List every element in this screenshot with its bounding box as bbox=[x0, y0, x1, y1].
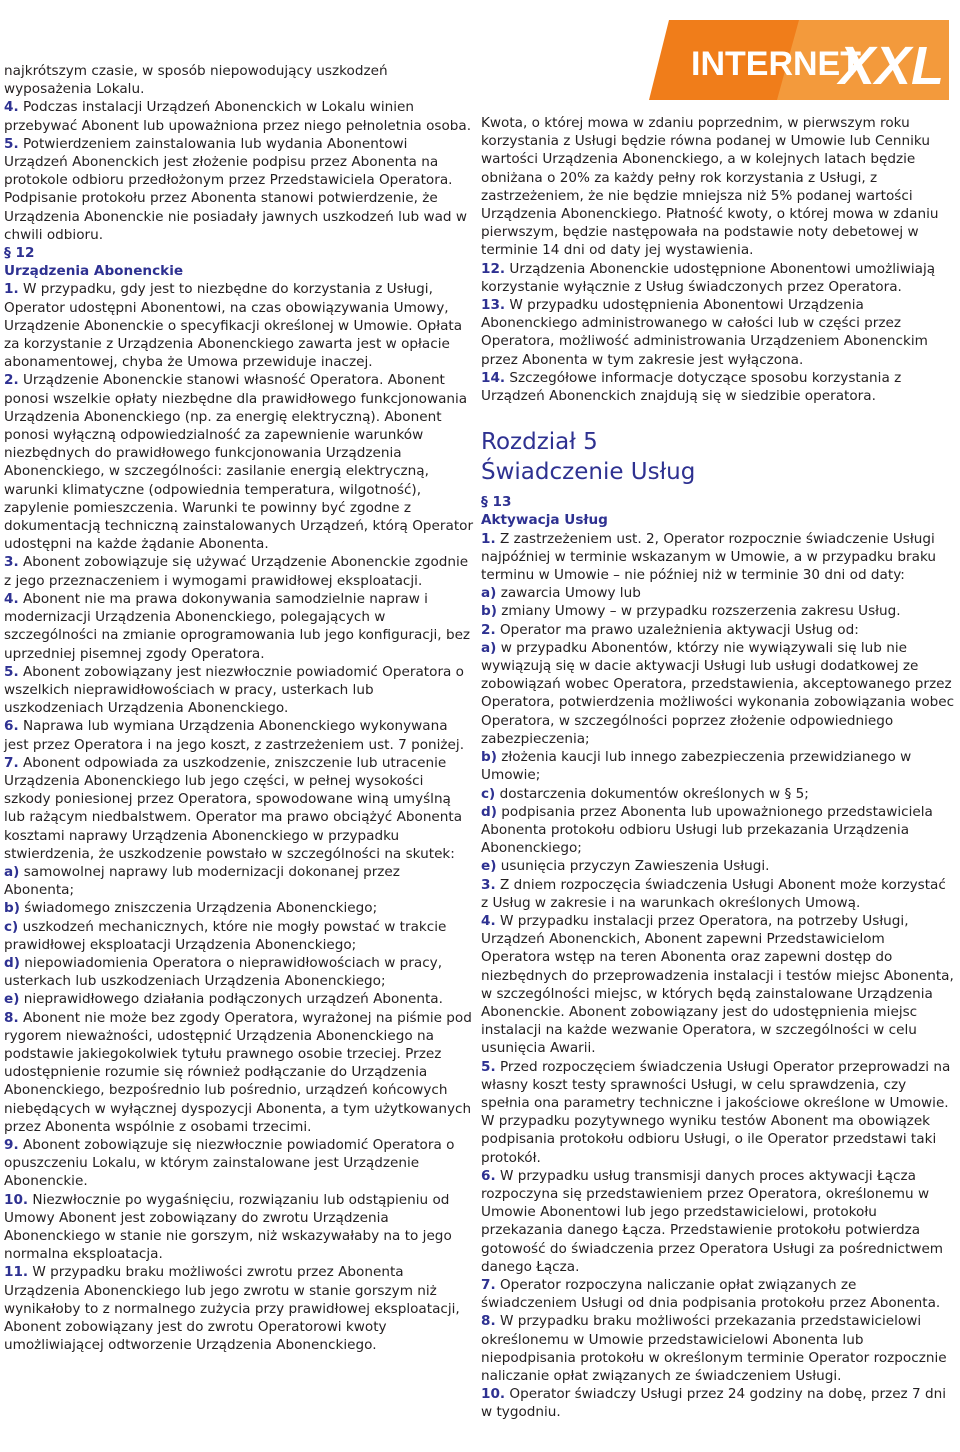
paragraph bbox=[481, 296, 955, 369]
paragraph-text: świadomego zniszczenia Urządzenia Abonenckiego; bbox=[19, 900, 378, 917]
paragraph-number: 11. bbox=[4, 1264, 29, 1281]
paragraph-text: Abonent zobowiązuje się używać Urządzenie Abonenckie zgodnie z jego przeznaczeniem i wymogami prawidłowej eksploatacji. bbox=[4, 554, 469, 589]
paragraph-text: W przypadku, gdy jest to niezbędne do korzystania z Usługi, Operator udostępni Abonentowi, na czas obowiązywania Umowy, Urządzenie Abonenckie o specyfikacji określonej w Umowie. Opłata za korzystanie z Urządzenia Abonenckiego zawarta jest w opłacie abonamentowej, chyba że Umowa przewiduje inaczej. bbox=[4, 281, 463, 371]
paragraph bbox=[481, 1058, 955, 1167]
paragraph bbox=[4, 135, 474, 244]
paragraph bbox=[4, 918, 474, 954]
paragraph-number: 13. bbox=[481, 297, 506, 314]
paragraph-number: 2. bbox=[4, 372, 19, 389]
svg-text:XXL: XXL bbox=[839, 36, 945, 96]
paragraph-text: W przypadku udostępnienia Abonentowi Urządzenia Abonenckiego administrowanego w całości lub w części przez Operatora, możliwość administrowania Urządzeniem Abonenckim przez Abonenta w tym zakresie jest wyłączona. bbox=[481, 297, 928, 368]
paragraph bbox=[4, 62, 474, 98]
paragraph-text: Naprawa lub wymiana Urządzenia Abonenckiego wykonywana jest przez Operatora i na jego koszt, z zastrzeżeniem ust. 7 poniżej. bbox=[4, 718, 465, 753]
paragraph bbox=[4, 899, 474, 917]
paragraph-text: niepowiadomienia Operatora o nieprawidłowościach w pracy, usterkach lub uszkodzeniach Urządzenia Abonenckiego; bbox=[4, 954, 443, 990]
right-column bbox=[481, 114, 955, 1422]
paragraph-text: nieprawidłowego działania podłączonych urządzeń Abonenta. bbox=[19, 991, 443, 1008]
paragraph-text: Abonent zobowiązuje się niezwłocznie powiadomić Operatora o opuszczeniu Lokalu, w którym zainstalowane jest Urządzenie Abonenckie. bbox=[4, 1136, 455, 1190]
paragraph-number: 8. bbox=[4, 1009, 19, 1026]
paragraph bbox=[4, 863, 474, 899]
chapter-heading bbox=[481, 427, 955, 487]
paragraph-number: e) bbox=[481, 858, 497, 875]
paragraph bbox=[481, 602, 955, 620]
paragraph-text: Z dniem rozpoczęcia świadczenia Usługi Abonent może korzystać z Usług w zakresie i na warunkach określonych Umową. bbox=[481, 876, 946, 911]
paragraph-number: a) bbox=[481, 585, 497, 602]
paragraph bbox=[4, 98, 474, 134]
paragraph-text: Z zastrzeżeniem ust. 2, Operator rozpocznie świadczenie Usługi najpóźniej w terminie wskazanym w Umowie, a w przypadku braku terminu w Umowie – nie później niż w terminie 30 dni od daty: bbox=[481, 530, 937, 584]
paragraph bbox=[4, 1136, 474, 1191]
paragraph-number: 3. bbox=[4, 554, 19, 571]
paragraph-text: zawarcia Umowy lub bbox=[496, 585, 641, 602]
paragraph bbox=[481, 785, 955, 803]
paragraph-text: Szczegółowe informacje dotyczące sposobu korzystania z Urządzeń Abonenckich znajdują się w siedzibie operatora. bbox=[481, 369, 902, 405]
paragraph bbox=[4, 717, 474, 753]
paragraph-text: zmiany Umowy – w przypadku rozszerzenia zakresu Usług. bbox=[496, 603, 901, 620]
paragraph bbox=[481, 584, 955, 602]
paragraph bbox=[4, 663, 474, 718]
paragraph-text: Abonent zobowiązany jest niezwłocznie powiadomić Operatora o wszelkich nieprawidłowościach w pracy, usterkach lub uszkodzeniach Urządzenia Abonenckiego. bbox=[4, 663, 464, 717]
paragraph bbox=[481, 857, 955, 875]
paragraph-number: 2. bbox=[481, 621, 496, 638]
paragraph-text: Abonent odpowiada za uszkodzenie, zniszczenie lub utracenie Urządzenia Abonenckiego lub jego części, w pełnej wysokości szkody poniesionej przez Operatora, spowodowane winą umyślną lub rażącym niedbalstwem. Operator ma prawo obciążyć Abonenta kosztami naprawy Urządzenia Abonenckiego w przypadku stwierdzenia, że uszkodzenie powstało w szczególności na skutek: bbox=[4, 754, 463, 862]
paragraph-text: Podczas instalacji Urządzeń Abonenckich w Lokalu winien przebywać Abonent lub upoważniona przez niego pełnoletnia osoba. bbox=[4, 99, 472, 134]
paragraph bbox=[481, 369, 955, 405]
paragraph-text: W przypadku instalacji przez Operatora, na potrzeby Usługi, Urządzeń Abonenckich, Abonent zapewni Przedstawicielom Operatora wstęp na teren Abonenta oraz zapewni dostęp do niezbędnych do przeprowadzenia instalacji i testów miejsc Abonenta, w szczególności miejsc, w których będą zainstalowane Urządzenia Abonenckie. Abonent zobowiązany jest do udostępnienia miejsc instalacji na każde wezwanie Operatora, w szczególności w celu usunięcia Awarii. bbox=[481, 912, 954, 1057]
paragraph-text: Kwota, o której mowa w zdaniu poprzednim, w pierwszym roku korzystania z Usługi będzie równa podanej w Umowie lub Cenniku wartości Urządzenia Abonenckiego, a w kolejnych latach będzie obniżana o 20% za każdy pełny rok korzystania z Usługi, z zastrzeżeniem, że nie będzie mniejsza niż 5% podanej wartości Urządzenia Abonenckiego. Płatność kwoty, o której mowa w zdaniu pierwszym, będzie następowała na podstawie noty debetowej w terminie 14 dni od daty jej wystawienia. bbox=[481, 115, 939, 259]
paragraph-number: 7. bbox=[4, 754, 19, 771]
paragraph-text: Abonent nie ma prawa dokonywania samodzielnie napraw i modernizacji Urządzenia Abonenckiego, polegających w szczególności na zmianie oprogramowania lub jego konfiguracji, bez uprzedniej pisemnej zgody Operatora. bbox=[4, 590, 471, 662]
paragraph-number: c) bbox=[481, 785, 496, 802]
paragraph bbox=[481, 530, 955, 585]
paragraph-number: d) bbox=[4, 954, 20, 971]
chapter-title: Świadczenie Usług bbox=[481, 459, 696, 486]
paragraph-text: Niezwłocznie po wygaśnięciu, rozwiązaniu lub odstąpieniu od Umowy Abonent jest zobowiązany do zwrotu Urządzenia Abonenckiego w stanie nie gorszym, niż wskazywałaby na to jego normalna eksploatacja. bbox=[4, 1191, 452, 1263]
paragraph-number: 5. bbox=[4, 135, 19, 152]
paragraph bbox=[481, 876, 955, 912]
paragraph-number: c) bbox=[4, 918, 19, 935]
paragraph-number: 5. bbox=[4, 663, 19, 680]
paragraph bbox=[4, 280, 474, 371]
paragraph-text: usunięcia przyczyn Zawieszenia Usługi. bbox=[496, 858, 770, 875]
paragraph-number: 4. bbox=[481, 912, 496, 929]
paragraph-number: 10. bbox=[4, 1191, 29, 1208]
paragraph-text: uszkodzeń mechanicznych, które nie mogły powstać w trakcie prawidłowej eksploatacji Urządzenia Abonenckiego; bbox=[4, 918, 447, 953]
paragraph-number: 6. bbox=[4, 718, 19, 735]
paragraph-number: e) bbox=[4, 991, 20, 1008]
paragraph bbox=[481, 748, 955, 784]
internet-xxl-logo bbox=[649, 20, 949, 100]
paragraph-text: Urządzenia Abonenckie udostępnione Abonentowi umożliwiają korzystanie wyłącznie z Usług świadczonych przez Operatora. bbox=[481, 260, 936, 295]
chapter-number: Rozdział 5 bbox=[481, 429, 598, 456]
paragraph bbox=[481, 1167, 955, 1276]
paragraph-text: podpisania przez Abonenta lub upoważnionego przedstawiciela Abonenta protokołu odbioru Usługi lub przekazania Urządzenia Abonenckiego; bbox=[481, 803, 933, 857]
paragraph-text: Przed rozpoczęciem świadczenia Usługi Operator przeprowadzi na własny koszt testy sprawności Usługi, w celu sprawdzenia, czy spełnia ona parametry techniczne i jakościowe określone w Umowie. W przypadku pozytywnego wyniku testów Abonent ma obowiązek podpisania protokołu odbioru Usługi, o ile Operator przedstawi taki protokół. bbox=[481, 1058, 951, 1166]
paragraph-number: 4. bbox=[4, 99, 19, 116]
paragraph-number: 12. bbox=[481, 260, 506, 277]
paragraph-text: najkrótszym czasie, w sposób niepowodujący uszkodzeń wyposażenia Lokalu. bbox=[4, 63, 388, 98]
paragraph-text: Operator świadczy Usługi przez 24 godziny na dobę, przez 7 dni w tygodniu. bbox=[481, 1386, 947, 1421]
paragraph bbox=[4, 990, 474, 1008]
paragraph bbox=[4, 754, 474, 863]
paragraph-text: W przypadku braku możliwości zwrotu przez Abonenta Urządzenia Abonenckiego lub jego zwrotu w stanie gorszym niż wynikałoby to z normalnego zużycia przy prawidłowej eksploatacji, Abonent zobowiązany jest do zwrotu Operatorowi kwoty umożliwiającej odtworzenie Urządzenia Abonenckiego. bbox=[4, 1264, 460, 1354]
section-13-label: § 13 bbox=[481, 494, 512, 511]
paragraph-number: 4. bbox=[4, 590, 19, 607]
paragraph-text: samowolnej naprawy lub modernizacji dokonanej przez Abonenta; bbox=[4, 863, 400, 899]
paragraph-text: Abonent nie może bez zgody Operatora, wyrażonej na piśmie pod rygorem nieważności, udostępnić Urządzenia Abonenckiego na podstawie jakiegokolwiek tytułu prawnego osobie trzeciej. Przez udostępnienie rozumie się również podłączanie do Urządzenia Abonenckiego, bezpośrednio lub pośrednio, urządzeń końcowych niebędących w wyłącznej dyspozycji Abonenta, a tym użytkowanych przez Abonenta wspólnie z osobami trzecimi. bbox=[4, 1009, 472, 1135]
paragraph-text: Potwierdzeniem zainstalowania lub wydania Abonentowi Urządzeń Abonenckich jest złożenie podpisu przez Abonenta na protokole odbioru przedłożonym przez Przedstawiciela Operatora. Podpisanie protokołu przez Abonenta stanowi potwierdzenie, że Urządzenia Abonenckie nie posiadały jawnych uszkodzeń lub wad w chwili odbioru. bbox=[4, 135, 467, 243]
paragraph-text: W przypadku usług transmisji danych proces aktywacji Łącza rozpoczyna się przedstawieniem przez Operatora, określonemu w Umowie Abonentowi lub jego przedstawicielowi, protokołu przekazania danego Łącza. Przedstawienie protokołu potwierdza gotowość do świadczenia przez Operatora Usługi za pośrednictwem danego Łącza. bbox=[481, 1167, 944, 1275]
paragraph-text: w przypadku Abonentów, którzy nie wywiązywali się lub nie wywiązują się w dacie aktywacji Usługi lub usługi dodatkowej ze zobowiązań wobec Operatora, przedstawienia, akceptowanego przez Operatora, potwierdzenia możliwości wykonania zobowiązania wobec Operatora, w szczególności poprzez złożenie odpowiedniego zabezpieczenia; bbox=[481, 639, 955, 747]
paragraph bbox=[4, 590, 474, 663]
right-paragraphs-top bbox=[481, 114, 955, 405]
paragraph-number: 5. bbox=[481, 1058, 496, 1075]
left-paragraphs-main bbox=[4, 280, 474, 1354]
left-paragraphs-top bbox=[4, 62, 474, 244]
svg-text:INTERNET: INTERNET bbox=[691, 45, 861, 83]
section-12-label: § 12 bbox=[4, 245, 35, 262]
paragraph-number: 1. bbox=[481, 530, 496, 547]
paragraph-number: b) bbox=[481, 603, 497, 620]
paragraph bbox=[481, 639, 955, 748]
paragraph-number: 1. bbox=[4, 281, 19, 298]
paragraph-number: d) bbox=[481, 803, 497, 820]
paragraph bbox=[481, 1312, 955, 1385]
paragraph bbox=[481, 912, 955, 1058]
paragraph-number: b) bbox=[4, 900, 20, 917]
paragraph bbox=[481, 1385, 955, 1421]
paragraph bbox=[4, 1191, 474, 1264]
paragraph bbox=[4, 954, 474, 990]
paragraph-number: 6. bbox=[481, 1167, 496, 1184]
right-paragraphs-main bbox=[481, 530, 955, 1422]
paragraph-text: W przypadku braku możliwości przekazania przedstawicielowi określonemu w Umowie przedstawicielowi Abonenta lub niepodpisania protokołu w określonym terminie Operator rozpocznie naliczanie opłat związanych ze świadczeniem Usługi. bbox=[481, 1313, 947, 1384]
paragraph bbox=[481, 114, 955, 260]
paragraph-number: 14. bbox=[481, 369, 506, 386]
paragraph-number: b) bbox=[481, 749, 497, 766]
paragraph bbox=[4, 1263, 474, 1354]
paragraph-number: 3. bbox=[481, 876, 496, 893]
paragraph bbox=[481, 621, 955, 639]
paragraph-text: złożenia kaucji lub innego zabezpieczenia przewidzianego w Umowie; bbox=[481, 749, 912, 784]
paragraph bbox=[4, 553, 474, 589]
paragraph-number: 10. bbox=[481, 1386, 506, 1403]
paragraph-text: Operator rozpoczyna naliczanie opłat związanych ze świadczeniem Usługi od dnia podpisania protokołu przez Abonenta. bbox=[481, 1276, 941, 1312]
paragraph-number: 9. bbox=[4, 1136, 19, 1153]
paragraph-text: Operator ma prawo uzależnienia aktywacji Usług od: bbox=[495, 621, 859, 638]
paragraph bbox=[481, 1276, 955, 1312]
paragraph-number: a) bbox=[4, 863, 20, 880]
paragraph-number: 8. bbox=[481, 1313, 496, 1330]
section-13-title: Aktywacja Usług bbox=[481, 512, 608, 529]
paragraph bbox=[481, 803, 955, 858]
left-column bbox=[4, 62, 474, 1354]
paragraph-number: 7. bbox=[481, 1276, 496, 1293]
paragraph-text: dostarczenia dokumentów określonych w § 5; bbox=[495, 785, 809, 802]
paragraph bbox=[4, 1009, 474, 1136]
paragraph bbox=[4, 371, 474, 553]
section-12-title: Urządzenia Abonenckie bbox=[4, 263, 184, 280]
paragraph-text: Urządzenie Abonenckie stanowi własność Operatora. Abonent ponosi wszelkie opłaty niezbędne dla prawidłowego funkcjonowania Urządzenia Abonenckiego (np. za energię elektryczną). Abonent ponosi wyłączną odpowiedzialność za zapewnienie warunków niezbędnych do prawidłowego funkcjonowania Urządzenia Abonenckiego, w szczególności: zasilanie energią elektryczną, warunki klimatyczne (odpowiednia temperatura, wilgotność), zapylenie pomieszczenia. Warunki te powinny być zgodne z dokumentacją techniczną zainstalowanych Urządzeń, którą Operator udostępni na każde żądanie Abonenta. bbox=[4, 372, 474, 553]
paragraph bbox=[481, 260, 955, 296]
paragraph-number: a) bbox=[481, 639, 497, 656]
